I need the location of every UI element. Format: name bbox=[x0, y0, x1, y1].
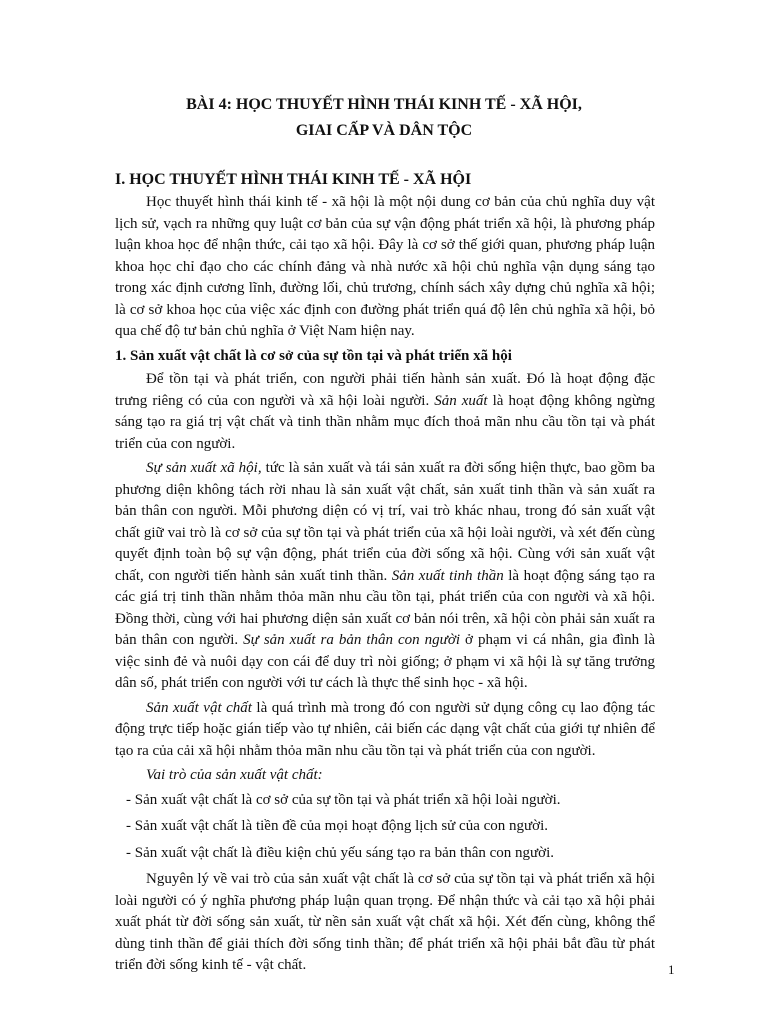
body-text bbox=[115, 192, 655, 980]
text-run: tức là sản xuất và tái sản xuất ra đời sống hiện thực, bao gồm ba phương diện không tách rời nhau là sản xuất vật chất, sản xuất tinh thần và sản xuất ra bản thân con người. Mỗi phương diện có vị trí, vai trò khác nhau, trong đó sản xuất vật chất giữ vai trò là cơ sở của sự tồn tại và phát triển của xã hội loài người, và xét đến cùng quyết định toàn bộ sự vận động, phát triển của đời sống xã hội. Cùng với sản xuất vật chất, con người tiến hành sản xuất tinh thần. bbox=[115, 460, 655, 584]
text-run: ở phạm vi cá nhân, gia đình là việc sinh đẻ và nuôi dạy con cái để duy trì nòi giống; ở phạm vi xã hội là sự tăng trưởng dân số, phát triển con người với tư cách là thực thể sinh học - xã hội. bbox=[115, 632, 655, 691]
title-line-2: GIAI CẤP VÀ DÂN TỘC bbox=[295, 122, 473, 139]
lesson-title bbox=[0, 92, 768, 144]
text-run: là hoạt động không ngừng sáng tạo ra giá trị vật chất và tinh thần nhằm mục đích thoả mãn nhu cầu tồn tại và phát triển của con người. bbox=[115, 392, 656, 452]
italic-term: Sự sản xuất ra bản thân con người bbox=[243, 632, 461, 648]
paragraph-5: Nguyên lý về vai trò của sản xuất vật chất là cơ sở của sự tồn tại và phát triển xã hội loài người có ý nghĩa phương pháp luận quan trọng. Để nhận thức và cải tạo xã hội phải xuất phát từ đời sống sản xuất, từ nền sản xuất vật chất xã hội. Xét đến cùng, không thể dùng tinh thần để giải thích đời sống tinh thần; để phát triển xã hội phải bắt đầu từ phát triển đời sống kinh tế - vật chất. bbox=[115, 871, 655, 973]
roles-heading: Vai trò của sản xuất vật chất: bbox=[146, 767, 323, 783]
paragraph-1: Học thuyết hình thái kinh tế - xã hội là một nội dung cơ bản của chủ nghĩa duy vật lịch sử, vạch ra những quy luật cơ bản của sự vận động phát triển xã hội, là phương pháp luận khoa học để nhận thức, cải tạo xã hội. Đây là cơ sở thế giới quan, phương pháp luận khoa học chỉ đạo cho các chính đảng và nhà nước xã hội chủ nghĩa vận dụng sáng tạo trong xác định cương lĩnh, đường lối, chủ trương, chính sách xây dựng chủ nghĩa xã hội; là cơ sở khoa học của việc xác định con đường phát triển quá độ lên chủ nghĩa xã hội, bỏ qua chế độ tư bản chủ nghĩa ở Việt Nam hiện nay. bbox=[115, 194, 655, 339]
italic-term: Sự sản xuất xã hội, bbox=[146, 460, 262, 476]
section-heading: I. HỌC THUYẾT HÌNH THÁI KINH TẾ - XÃ HỘI bbox=[115, 171, 472, 188]
italic-term: Sản xuất bbox=[434, 392, 488, 409]
paragraph-3 bbox=[115, 458, 655, 695]
text-run: là hoạt động sáng tạo ra các giá trị tinh thần nhằm thỏa mãn nhu cầu tồn tại, phát triển của con người và xã hội. Đồng thời, cùng với hai phương diện sản xuất cơ bản nói trên, xã hội còn phải sản xuất ra bản thân con người. bbox=[115, 567, 656, 648]
bullet-item: - Sản xuất vật chất là điều kiện chủ yếu sáng tạo ra bản thân con người. bbox=[126, 844, 555, 861]
bullet-item: - Sản xuất vật chất là cơ sở của sự tồn tại và phát triển xã hội loài người. bbox=[126, 791, 561, 808]
paragraph-4 bbox=[115, 698, 655, 763]
title-line-1: BÀI 4: HỌC THUYẾT HÌNH THÁI KINH TẾ - XÃ HỘI, bbox=[186, 96, 582, 113]
page-number: 1 bbox=[668, 962, 675, 977]
italic-term: Sản xuất vật chất bbox=[146, 699, 252, 716]
italic-term: Sản xuất tinh thần bbox=[391, 567, 504, 584]
subheading-1: 1. Sản xuất vật chất là cơ sở của sự tồn tại và phát triển xã hội bbox=[115, 347, 512, 364]
paragraph-2 bbox=[115, 369, 655, 455]
text-run: là quá trình mà trong đó con người sử dụng công cụ lao động tác động trực tiếp hoặc gián tiếp vào tự nhiên, cải biến các dạng vật chất của giới tự nhiên để tạo ra của cải xã hội nhằm thỏa mãn nhu cầu tồn tại và phát triển của con người. bbox=[115, 699, 655, 759]
text-run: Để tồn tại và phát triển, con người phải tiến hành sản xuất. Đó là hoạt động đặc trưng riêng có của con người và xã hội loài người. bbox=[115, 371, 655, 409]
bullet-item: - Sản xuất vật chất là tiền đề của mọi hoạt động lịch sử của con người. bbox=[126, 818, 548, 834]
